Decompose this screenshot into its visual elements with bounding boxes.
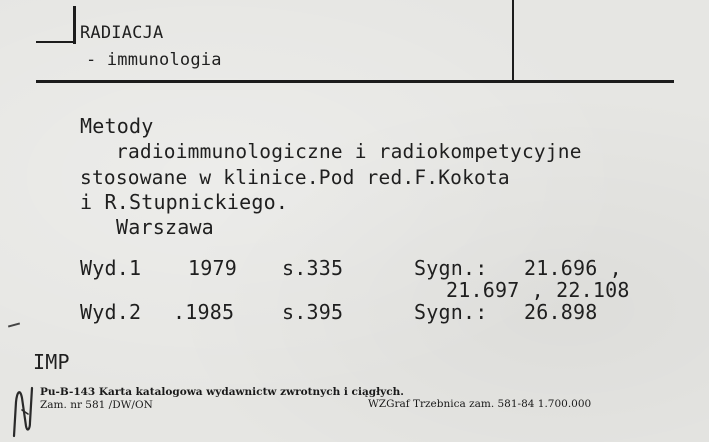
edition-1-signature-line-1: 21.696 , <box>524 256 622 280</box>
edition-1-signature-line-2: 21.697 , 22.108 <box>446 278 630 302</box>
edition-1-signature-label: Sygn.: <box>414 256 488 280</box>
edition-2-signature-line-1: 26.898 <box>524 300 598 324</box>
publication-place: Warszawa <box>116 215 214 239</box>
title-line-2: radioimmunologiczne i radiokompetycyjne <box>116 140 582 163</box>
order-number: Zam. nr 581 /DW/ON <box>40 399 153 411</box>
edge-mark <box>8 322 20 327</box>
left-vertical-rule <box>73 6 76 44</box>
library-code: IMP <box>33 350 70 374</box>
edition-1-label: Wyd.1 <box>80 256 142 280</box>
title-line-3: stosowane w klinice.Pod red.F.Kokota <box>80 166 510 189</box>
title-line-4: i R.Stupnickiego. <box>80 190 289 214</box>
edition-2-signature-label: Sygn.: <box>414 300 488 324</box>
edition-2-year: .1985 <box>173 300 235 324</box>
heading-underline-rule <box>36 80 674 83</box>
heading-divider-rule <box>512 0 514 82</box>
edition-2-pages: s.395 <box>282 300 344 324</box>
top-left-rule <box>36 41 76 43</box>
title-line-1: Metody <box>80 114 154 138</box>
printer-info: WZGraf Trzebnica zam. 581-84 1.700.000 <box>368 398 592 410</box>
form-description: Pu-B-143 Karta katalogowa wydawnictw zwrotnych i ciągłych. <box>40 386 404 398</box>
subject-subdivision: - immunologia <box>86 50 222 70</box>
edition-2-label: Wyd.2 <box>80 300 142 324</box>
subject-heading: RADIACJA <box>80 23 164 43</box>
handwritten-mark <box>8 380 42 438</box>
edition-1-year: 1979 <box>188 256 237 280</box>
edition-1-pages: s.335 <box>282 256 344 280</box>
